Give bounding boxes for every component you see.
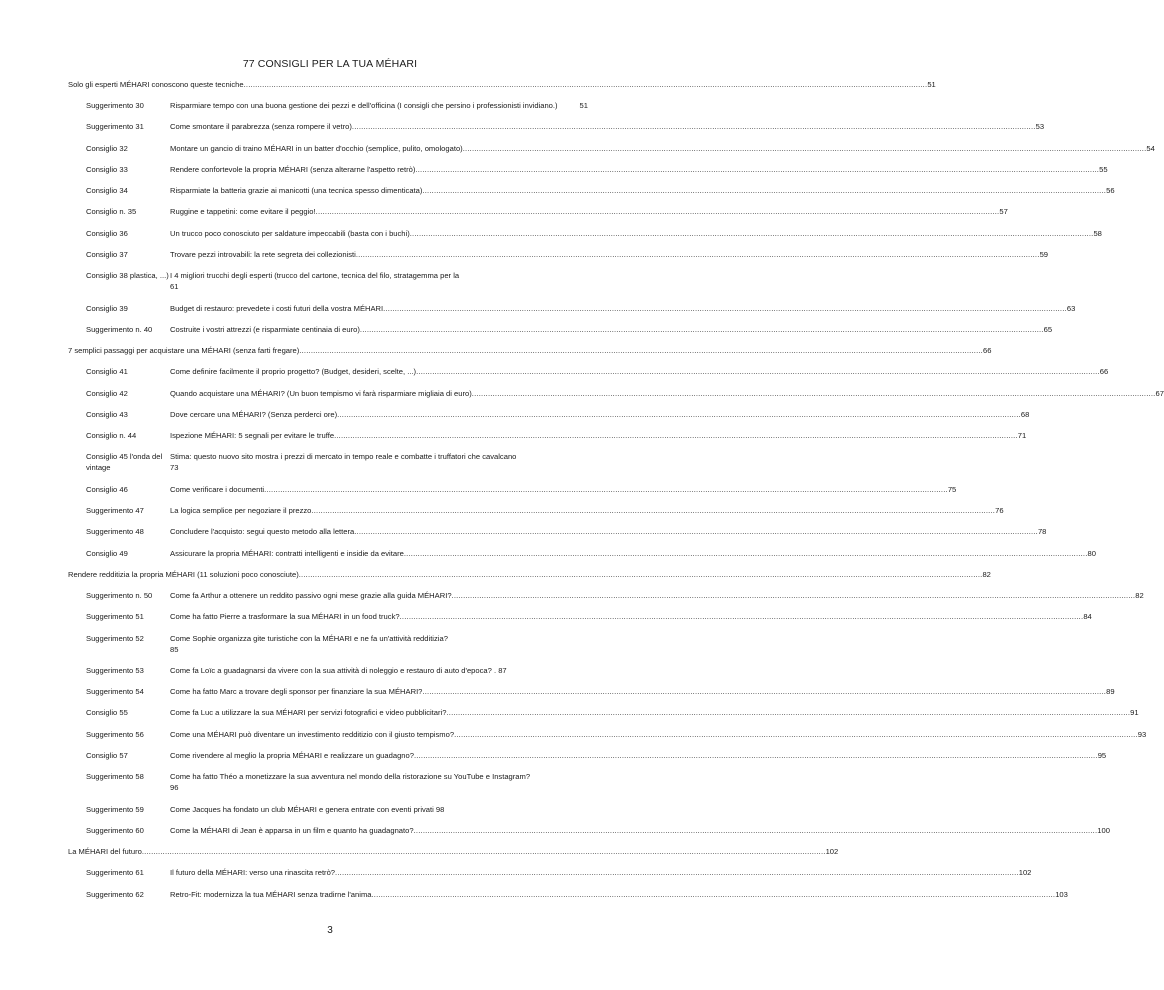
- toc-leader-dots: [414, 750, 1098, 761]
- toc-entry-title: Risparmiate la batteria grazie ai manicotti (una tecnica spesso dimenticata): [170, 186, 423, 196]
- toc-leader-dots: [454, 729, 1138, 740]
- toc-entry-title: Risparmiare tempo con una buona gestione dei pezzi e dell'officina (I consigli che persino i professionisti invidiano.): [170, 101, 558, 110]
- toc-page-number: 80: [1087, 548, 1096, 558]
- toc-entry-label: Consiglio 39: [86, 303, 128, 313]
- toc-entry-title: I 4 migliori trucchi degli esperti (trucco del cartone, tecnica del filo, stratagemma per la: [170, 271, 460, 281]
- toc-leader-dots: [142, 846, 826, 857]
- toc-entry-body: [170, 729, 1147, 740]
- toc-entry-label: Consiglio n. 35: [86, 207, 137, 217]
- toc-entry-body: [68, 569, 991, 580]
- toc-entry: [68, 270, 588, 292]
- toc-entry-body: [170, 889, 1068, 900]
- toc-page-number: 76: [995, 506, 1004, 516]
- toc-entry-body: [170, 484, 957, 495]
- toc-page-number: 102: [825, 847, 839, 857]
- toc-entry-label: Consiglio 37: [86, 250, 128, 260]
- toc-entry-title: Rendere confortevole la propria MÉHARI (senza alterarne l'aspetto retrò): [170, 164, 416, 174]
- toc-entry-label: Suggerimento 48: [86, 527, 144, 537]
- toc-leader-dots: [352, 121, 1036, 132]
- toc-entry-label: Consiglio 32: [86, 143, 128, 153]
- toc-entry-body: [170, 366, 1109, 377]
- toc-entry-label: Suggerimento 52: [86, 633, 144, 643]
- toc-entry-title: Come verificare i documenti: [170, 484, 265, 494]
- toc-entry: [68, 729, 1147, 740]
- toc-section-title: La MÉHARI del futuro: [68, 847, 142, 857]
- toc-entry-label: Suggerimento 62: [86, 889, 144, 899]
- toc-page-number: 78: [1037, 527, 1047, 537]
- toc-entry-body: [170, 505, 1004, 516]
- toc-entry-body: [170, 707, 1139, 718]
- toc-entry-title: Concludere l'acquisto: segui questo metodo alla lettera: [170, 527, 355, 537]
- toc-page-number: 66: [1099, 367, 1109, 377]
- toc-entry: [68, 771, 588, 793]
- toc-entry-label: Suggerimento 54: [86, 687, 144, 697]
- toc-page-number: 58: [1093, 228, 1102, 238]
- toc-entry-title: Come Jacques ha fondato un club MÉHARI e genera entrate con eventi privati 98: [170, 804, 445, 814]
- toc-leader-dots: [311, 505, 995, 516]
- toc-entry: [68, 366, 1109, 377]
- toc-entry-body: [170, 686, 1115, 697]
- toc-entry-label: Suggerimento 51: [86, 612, 144, 622]
- toc-page-number: 66: [983, 346, 992, 356]
- toc-entry-label: Consiglio 42: [86, 388, 128, 398]
- toc-page-number: 84: [1083, 612, 1092, 622]
- toc-entry-title: Come ha fatto Marc a trovare degli sponsor per finanziare la sua MÉHARI?: [170, 687, 423, 697]
- toc-page-number: 71: [1017, 431, 1027, 441]
- toc-leader-dots: [410, 228, 1094, 239]
- toc-leader-dots: [264, 484, 948, 495]
- toc-entry-title: Come fa Arthur a ottenere un reddito passivo ogni mese grazie alla guida MÉHARI?: [170, 590, 452, 600]
- toc-section-title: Rendere redditizia la propria MÉHARI (11 soluzioni poco conosciute): [68, 569, 299, 579]
- toc-entry-body: [170, 409, 1030, 420]
- toc-page-number: 59: [1039, 250, 1049, 260]
- toc-leader-dots: [316, 206, 1000, 217]
- toc-leader-dots: [422, 686, 1106, 697]
- toc-leader-dots: [472, 388, 1156, 399]
- toc-leader-dots: [334, 430, 1018, 441]
- toc-leader-dots: [356, 249, 1040, 260]
- page-number: 3: [327, 925, 333, 936]
- toc-entry-body: [68, 345, 992, 356]
- toc-entry-title: Quando acquistare una MÉHARI? (Un buon tempismo vi farà risparmiare migliaia di euro): [170, 388, 472, 398]
- toc-entry-label: Consiglio 34: [86, 186, 128, 196]
- toc-entry-label: Suggerimento 31: [86, 122, 144, 132]
- toc-entry-body: [170, 451, 588, 473]
- toc-entry-body: [170, 228, 1102, 239]
- toc-entry: [68, 409, 1030, 420]
- toc-entry: [68, 548, 1096, 559]
- toc-entry: [68, 665, 588, 676]
- toc-entry: [68, 121, 1045, 132]
- toc-leader-dots: [372, 889, 1056, 900]
- toc-entry-body: [170, 750, 1107, 761]
- toc-entry-body: [170, 324, 1053, 335]
- toc-entry-title: Costruite i vostri attrezzi (e risparmiate centinaia di euro): [170, 324, 360, 334]
- toc-entry-title: Un trucco poco conosciuto per saldature impeccabili (basta con i buchi): [170, 228, 410, 238]
- toc-entry-label: Consiglio 36: [86, 228, 128, 238]
- toc-entry: [68, 505, 1004, 516]
- toc-entry-label: Consiglio 46: [86, 484, 128, 494]
- toc-entry-body: [170, 303, 1076, 314]
- toc-entry-label: Suggerimento 59: [86, 804, 144, 814]
- toc-entry-body: [170, 825, 1110, 836]
- toc-entry: [68, 249, 1049, 260]
- toc-section-entry: [68, 79, 936, 90]
- toc-entry-label: Suggerimento 30: [86, 101, 144, 110]
- toc-entry-body: [68, 846, 839, 857]
- toc-entry-label: Suggerimento 61: [86, 868, 144, 878]
- toc-entry-label: Suggerimento n. 50: [86, 590, 153, 600]
- toc-entry-body: [170, 771, 588, 793]
- toc-entry-body: [170, 665, 588, 676]
- toc-entry: [68, 143, 1155, 154]
- toc-entry-body: [170, 611, 1092, 622]
- toc-entry: [68, 206, 1008, 217]
- toc-entry-label: Consiglio n. 44: [86, 431, 137, 441]
- toc-entry-title: Come smontare il parabrezza (senza rompere il vetro): [170, 122, 352, 132]
- toc-leader-dots: [337, 409, 1021, 420]
- toc-entry-body: [170, 388, 1164, 399]
- toc-entry-body: [170, 430, 1027, 441]
- toc-entry: [68, 451, 588, 473]
- toc-page-number: 54: [1146, 143, 1155, 153]
- toc-entry-title: Budget di restauro: prevedete i costi futuri della vostra MÉHARI: [170, 303, 384, 313]
- toc-entry-title: Dove cercare una MÉHARI? (Senza perderci ore): [170, 409, 338, 419]
- toc-section-entry: [68, 846, 839, 857]
- toc-leader-dots: [446, 707, 1130, 718]
- toc-page-number: 85: [170, 644, 179, 654]
- toc-leader-dots: [360, 324, 1044, 335]
- toc-page-number: 103: [1055, 889, 1068, 899]
- toc-page-number: 100: [1097, 825, 1110, 835]
- toc-entry: [68, 750, 1107, 761]
- toc-entry-title: Assicurare la propria MÉHARI: contratti intelligenti e insidie da evitare: [170, 548, 404, 558]
- toc-entry: [68, 590, 1144, 601]
- toc-entry-body: [170, 185, 1115, 196]
- toc-entry: [68, 324, 1053, 335]
- toc-section-title: Solo gli esperti MÉHARI conoscono queste tecniche: [68, 80, 244, 89]
- toc-entry: [68, 611, 1092, 622]
- toc-entry-title: Come fa Luc a utilizzare la sua MÉHARI per servizi fotografici e video pubblicitari?: [170, 708, 447, 718]
- toc-entry-label: Consiglio 33: [86, 164, 128, 174]
- toc-section-title: 7 semplici passaggi per acquistare una MÉHARI (senza farti fregare): [68, 346, 300, 356]
- toc-entry: [68, 228, 1102, 239]
- toc-page-number: 65: [1043, 324, 1053, 334]
- toc-leader-dots: [383, 303, 1067, 314]
- toc-leader-dots: [244, 79, 928, 90]
- toc-entry-label: Consiglio 57: [86, 751, 128, 761]
- toc-entry-label: Consiglio 41: [86, 367, 128, 377]
- toc-entry-label: Consiglio 45 l'onda del vintage: [86, 452, 163, 473]
- toc-page-number: 55: [1099, 164, 1108, 174]
- toc-entry-title: Come ha fatto Pierre a trasformare la sua MÉHARI in un food truck?: [170, 612, 400, 622]
- toc-entry-label: Consiglio 55: [86, 708, 128, 718]
- toc-entry-label: Suggerimento 47: [86, 506, 144, 516]
- toc-entry-title: Come rivendere al meglio la propria MÉHARI e realizzare un guadagno?: [170, 751, 414, 761]
- toc-entry: [68, 388, 1164, 399]
- toc-page-number: 63: [1066, 303, 1076, 313]
- toc-page-number: 73: [170, 463, 179, 473]
- toc-entry-title: La logica semplice per negoziare il prezzo: [170, 506, 312, 516]
- toc-entry-label: Suggerimento 56: [86, 729, 144, 739]
- toc-entry-title: Come una MÉHARI può diventare un investimento redditizio con il giusto tempismo?: [170, 729, 455, 739]
- toc-entry-body: [170, 206, 1008, 217]
- toc-section-entry: [68, 345, 992, 356]
- toc-entry: [68, 484, 957, 495]
- toc-entry-title: Come Sophie organizza gite turistiche con la MÉHARI e ne fa un'attività redditizia?: [170, 633, 448, 643]
- toc-entry-label: Suggerimento 60: [86, 825, 144, 835]
- toc-page-number: 89: [1106, 687, 1115, 697]
- toc-leader-dots: [354, 526, 1038, 537]
- toc-leader-dots: [299, 345, 983, 356]
- toc-entry: [68, 164, 1108, 175]
- toc-entry: [68, 686, 1115, 697]
- toc-entry-body: [170, 633, 588, 655]
- toc-entry-title: Come fa Loïc a guadagnarsi da vivere con la sua attività di noleggio e restauro di auto d'epoca? . 87: [170, 665, 507, 675]
- toc-leader-dots: [415, 164, 1099, 175]
- toc-entry-title: Retro-Fit: modernizza la tua MÉHARI senza tradirne l'anima: [170, 889, 372, 899]
- page-title: 77 CONSIGLI PER LA TUA MÉHARI: [242, 58, 418, 70]
- toc-entry-body: [170, 804, 588, 815]
- toc-entry-body: [68, 79, 936, 90]
- toc-page-number: 91: [1130, 708, 1139, 718]
- toc-entry-label: Suggerimento 58: [86, 772, 144, 782]
- toc-section-entry: [68, 569, 991, 580]
- toc-entry-title: Come la MÉHARI di Jean è apparsa in un film e quanto ha guadagnato?: [170, 825, 414, 835]
- toc-entry-label: Consiglio 43: [86, 409, 128, 419]
- toc-leader-dots: [400, 611, 1084, 622]
- toc-entry-body: [170, 270, 588, 292]
- toc-page-number: 68: [1020, 409, 1030, 419]
- toc-page-number: 95: [1097, 751, 1107, 761]
- toc-entry-label: Suggerimento 53: [86, 665, 144, 675]
- toc-entry-body: [170, 590, 1144, 601]
- toc-entry: [68, 430, 1027, 441]
- table-of-contents: [68, 79, 1164, 910]
- toc-page-number: 56: [1106, 186, 1115, 196]
- toc-leader-dots: [452, 590, 1136, 601]
- toc-leader-dots: [414, 825, 1098, 836]
- toc-entry-title: Trovare pezzi introvabili: la rete segreta dei collezionisti: [170, 250, 356, 260]
- toc-leader-dots: [416, 366, 1100, 377]
- toc-page-number: 102: [1018, 868, 1032, 878]
- toc-entry: [68, 633, 588, 655]
- toc-entry-body: [170, 249, 1049, 260]
- toc-entry-body: [170, 548, 1096, 559]
- toc-entry-title: Ispezione MÉHARI: 5 segnali per evitare le truffe: [170, 431, 335, 441]
- toc-entry-title: Ruggine e tappetini: come evitare il peggio!: [170, 207, 316, 217]
- toc-entry-title: Montare un gancio di traino MÉHARI in un batter d'occhio (semplice, pulito, omologato): [170, 143, 463, 153]
- toc-leader-dots: [422, 185, 1106, 196]
- toc-page-number: 51: [927, 80, 936, 89]
- toc-entry-body: [170, 164, 1108, 175]
- toc-entry-body: [170, 143, 1155, 154]
- toc-entry: [68, 867, 1032, 878]
- toc-leader-dots: [404, 548, 1088, 559]
- toc-leader-dots: [299, 569, 983, 580]
- toc-entry: [68, 303, 1076, 314]
- toc-entry: [68, 889, 1068, 900]
- toc-page-number: 57: [999, 207, 1008, 217]
- toc-entry-body: [170, 100, 588, 111]
- toc-entry-title: Come definire facilmente il proprio progetto? (Budget, desideri, scelte, ...): [170, 367, 417, 377]
- toc-entry: [68, 804, 588, 815]
- toc-page-number: 82: [982, 569, 991, 579]
- toc-page-number: 67: [1155, 388, 1164, 398]
- toc-page-number: 75: [947, 484, 957, 494]
- toc-entry-title: Il futuro della MÉHARI: verso una rinascita retrò?: [170, 868, 336, 878]
- toc-page-number: 53: [1035, 122, 1045, 132]
- toc-entry: [68, 100, 588, 111]
- toc-entry: [68, 707, 1139, 718]
- toc-entry-title: Stima: questo nuovo sito mostra i prezzi di mercato in tempo reale e combatte i truffatori che cavalcano: [170, 452, 517, 462]
- toc-leader-dots: [463, 143, 1147, 154]
- toc-entry-title: Come ha fatto Théo a monetizzare la sua avventura nel mondo della ristorazione su YouTube e Instagram?: [170, 772, 531, 782]
- toc-entry: [68, 185, 1115, 196]
- toc-entry-label: Consiglio 49: [86, 548, 128, 558]
- toc-entry-body: [170, 867, 1032, 878]
- toc-entry: [68, 526, 1047, 537]
- toc-page-number: 51: [579, 101, 588, 110]
- toc-entry: [68, 825, 1110, 836]
- toc-page-number: 93: [1137, 729, 1147, 739]
- toc-entry-label: Consiglio 38 plastica, ...): [86, 271, 169, 281]
- toc-entry-body: [170, 526, 1047, 537]
- toc-leader-dots: [335, 867, 1019, 878]
- toc-entry-label: Suggerimento n. 40: [86, 324, 153, 334]
- toc-page-number: 96: [170, 783, 179, 793]
- toc-page-number: 82: [1135, 590, 1144, 600]
- toc-page-number: 61: [170, 282, 179, 292]
- toc-entry-body: [170, 121, 1045, 132]
